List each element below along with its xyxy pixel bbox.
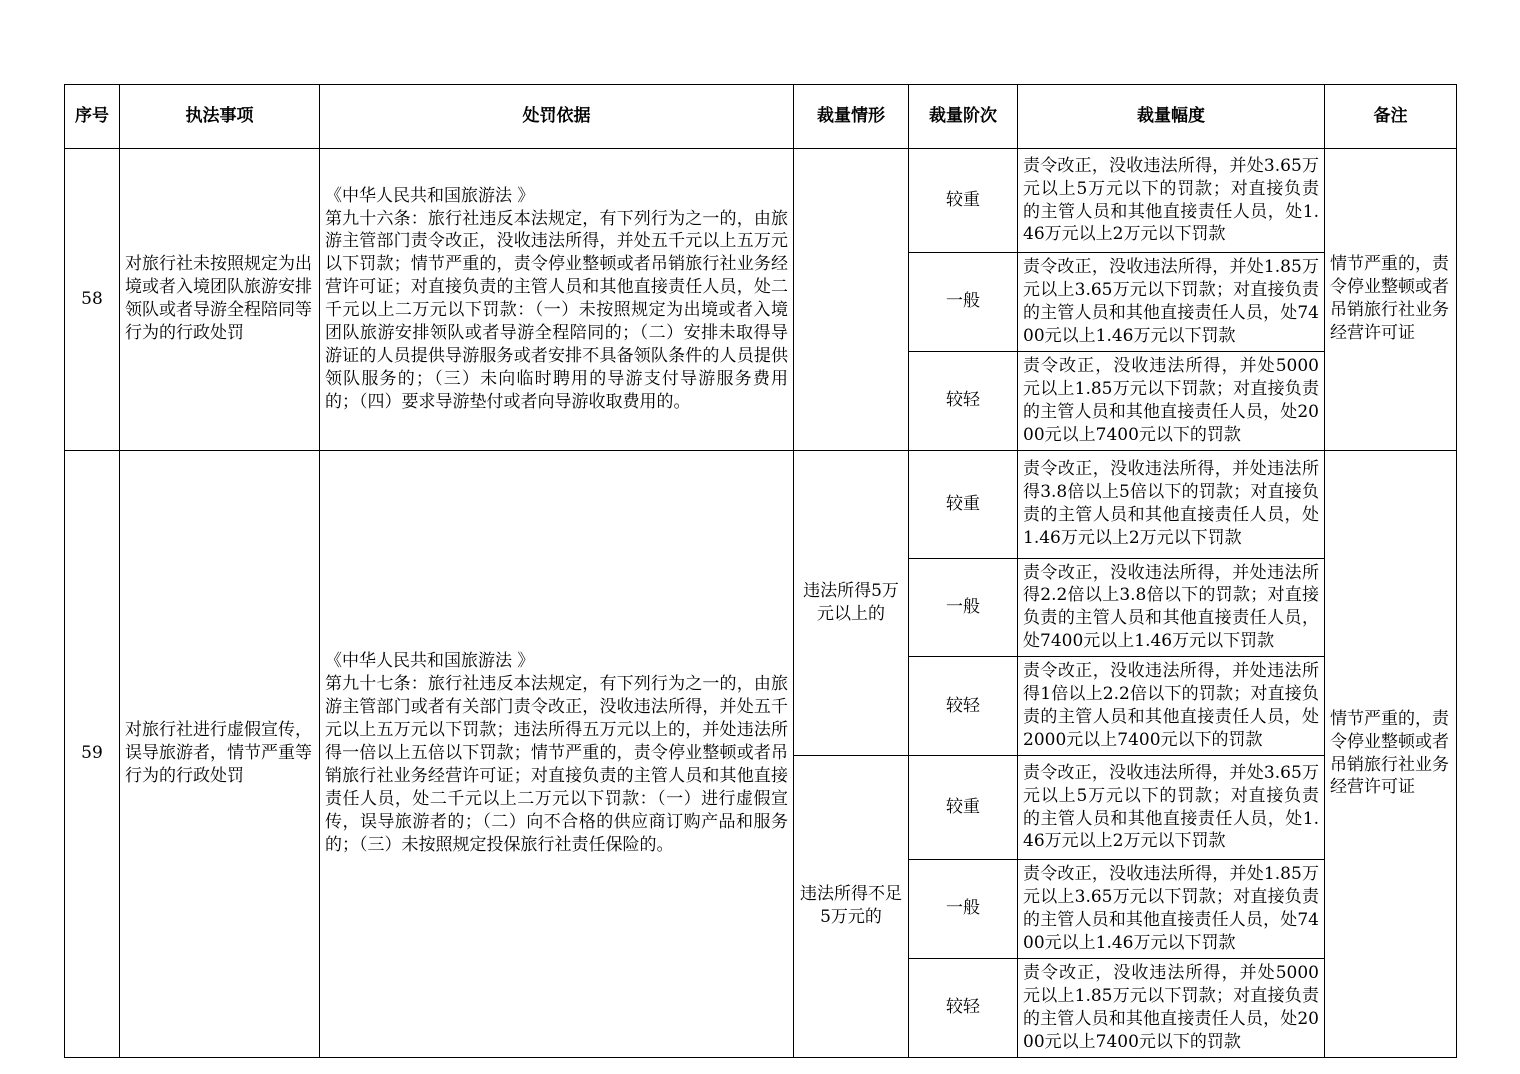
row59-range-5: 责令改正，没收违法所得，并处1.85万元以上3.65万元以下罚款；对直接负责的主管人员和其他直接责任人员，处7400元以上1.46万元以下罚款 [1018, 860, 1325, 959]
row59-basis-cell [320, 450, 794, 1057]
row59-level-5: 一般 [909, 860, 1018, 959]
penalty-discretion-table [64, 84, 1457, 1058]
row59-range-3: 责令改正，没收违法所得，并处违法所得1倍以上2.2倍以下的罚款；对直接负责的主管人员和其他直接责任人员，处2000元以上7400元以下的罚款 [1018, 657, 1325, 756]
row58-matter: 对旅行社未按照规定为出境或者入境团队旅游安排领队或者导游全程陪同等行为的行政处罚 [120, 149, 320, 451]
row59-law-title: 《中华人民共和国旅游法 》 [325, 651, 535, 672]
row58-range-2: 责令改正，没收违法所得，并处1.85万元以上3.65万元以下罚款；对直接负责的主管人员和其他直接责任人员，处7400元以上1.46万元以下罚款 [1018, 253, 1325, 352]
row59-range-1: 责令改正，没收违法所得，并处违法所得3.8倍以上5倍以下的罚款；对直接负责的主管人员和其他直接责任人员，处1.46万元以上2万元以下罚款 [1018, 450, 1325, 558]
row59-level-1: 较重 [909, 450, 1018, 558]
row58-circumstance [794, 149, 909, 451]
header-remark: 备注 [1325, 85, 1457, 149]
header-range: 裁量幅度 [1018, 85, 1325, 149]
row58-range-3: 责令改正，没收违法所得，并处5000元以上1.85万元以下罚款；对直接负责的主管人员和其他直接责任人员，处2000元以上7400元以下的罚款 [1018, 351, 1325, 450]
row58-basis-cell [320, 149, 794, 451]
row58-law-title: 《中华人民共和国旅游法 》 [325, 185, 535, 206]
header-circumstance: 裁量情形 [794, 85, 909, 149]
row59-level-4: 较重 [909, 756, 1018, 860]
header-level: 裁量阶次 [909, 85, 1018, 149]
row59-level-3: 较轻 [909, 657, 1018, 756]
row59-range-6: 责令改正，没收违法所得，并处5000元以上1.85万元以下罚款；对直接负责的主管人员和其他直接责任人员，处2000元以上7400元以下的罚款 [1018, 958, 1325, 1057]
header-index: 序号 [65, 85, 120, 149]
row58-level-3: 较轻 [909, 351, 1018, 450]
row58-range-1: 责令改正，没收违法所得，并处3.65万元以上5万元以下的罚款；对直接负责的主管人员和其他直接责任人员，处1.46万元以上2万元以下罚款 [1018, 149, 1325, 253]
row58-law-body: 第九十六条：旅行社违反本法规定，有下列行为之一的，由旅游主管部门责令改正，没收违法所得，并处五千元以上五万元以下罚款；情节严重的，责令停业整顿或者吊销旅行社业务经营许可证；对直接负责的主管人员和其他直接责任人员，处二千元以上二万元以下罚款：（一）未按照规定为出境或者入境团队旅游安排领队或者导游全程陪同的；（二）安排未取得导游证的人员提供导游服务或者安排不具备领队条件的人员提供领队服务的；（三）未向临时聘用的导游支付导游服务费用的；（四）要求导游垫付或者向导游收取费用的。 [325, 208, 788, 412]
table-row [65, 149, 1457, 253]
row59-level-2: 一般 [909, 558, 1018, 657]
row59-level-6: 较轻 [909, 958, 1018, 1057]
table-header-row [65, 85, 1457, 149]
row58-index: 58 [65, 149, 120, 451]
header-basis: 处罚依据 [320, 85, 794, 149]
row59-law-body: 第九十七条：旅行社违反本法规定，有下列行为之一的，由旅游主管部门或者有关部门责令改正，没收违法所得，并处五千元以上五万元以下罚款；违法所得五万元以上的，并处违法所得一倍以上五倍以下罚款；情节严重的，责令停业整顿或者吊销旅行社业务经营许可证；对直接负责的主管人员和其他直接责任人员，处二千元以上二万元以下罚款：（一）进行虚假宣传，误导旅游者的；（二）向不合格的供应商订购产品和服务的；（三）未按照规定投保旅行社责任保险的。 [325, 674, 788, 855]
row59-remark: 情节严重的，责令停业整顿或者吊销旅行社业务经营许可证 [1325, 450, 1457, 1057]
table-row [65, 450, 1457, 558]
row59-matter: 对旅行社进行虚假宣传，误导旅游者，情节严重等行为的行政处罚 [120, 450, 320, 1057]
row59-circumstance-2: 违法所得不足5万元的 [794, 756, 909, 1058]
row58-remark: 情节严重的，责令停业整顿或者吊销旅行社业务经营许可证 [1325, 149, 1457, 451]
row59-range-2: 责令改正，没收违法所得，并处违法所得2.2倍以上3.8倍以下的罚款；对直接负责的主管人员和其他直接责任人员，处7400元以上1.46万元以下罚款 [1018, 558, 1325, 657]
row58-level-1: 较重 [909, 149, 1018, 253]
row59-index: 59 [65, 450, 120, 1057]
row58-level-2: 一般 [909, 253, 1018, 352]
row59-circumstance-1: 违法所得5万元以上的 [794, 450, 909, 756]
header-matter: 执法事项 [120, 85, 320, 149]
row59-range-4: 责令改正，没收违法所得，并处3.65万元以上5万元以下的罚款；对直接负责的主管人员和其他直接责任人员，处1.46万元以上2万元以下罚款 [1018, 756, 1325, 860]
